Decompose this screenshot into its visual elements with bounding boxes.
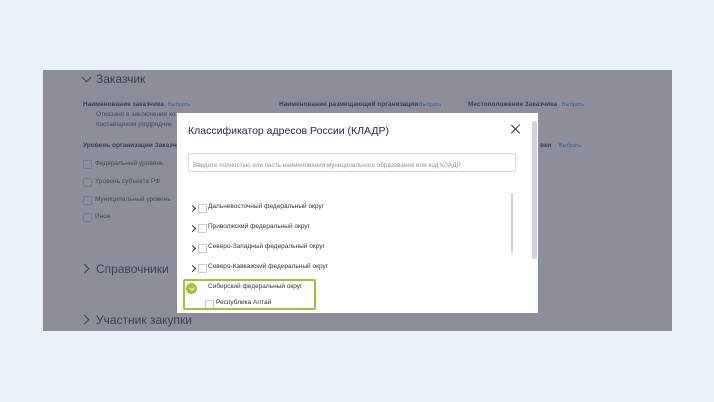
tree-item-label: Приволжский федеральный округ — [208, 223, 311, 230]
chevron-right-icon[interactable] — [189, 245, 196, 252]
modal-scrollbar[interactable] — [532, 121, 537, 259]
tree-item[interactable] — [188, 202, 498, 216]
tree-item[interactable] — [188, 222, 498, 236]
tree-item[interactable] — [188, 262, 498, 276]
tree-item-label: Северо-Западный федеральный округ — [208, 243, 325, 250]
expand-circle-icon[interactable] — [186, 283, 197, 294]
search-field[interactable] — [188, 153, 516, 172]
modal-title: Классификатор адресов России (КЛАДР) — [188, 125, 390, 137]
chevron-right-icon[interactable] — [189, 265, 196, 272]
highlight-frame — [183, 279, 316, 310]
checkbox-icon[interactable] — [198, 204, 207, 213]
tree-item-label: Дальневосточный федеральный округ — [208, 203, 325, 210]
chevron-right-icon[interactable] — [189, 225, 196, 232]
tree-item-label: Сибирский федеральный округ — [208, 283, 303, 290]
tree-child-label: Республика Алтай — [216, 299, 272, 306]
checkbox-icon[interactable] — [198, 224, 207, 233]
close-icon[interactable] — [510, 124, 520, 134]
search-input[interactable] — [189, 157, 515, 174]
checkbox-icon[interactable] — [198, 264, 207, 273]
tree-item-label: Северо-Кавказский федеральный округ — [208, 263, 329, 270]
chevron-right-icon[interactable] — [189, 205, 196, 212]
tree-scrollbar[interactable] — [511, 193, 513, 253]
tree-item[interactable] — [188, 242, 498, 256]
checkbox-icon[interactable] — [198, 244, 207, 253]
